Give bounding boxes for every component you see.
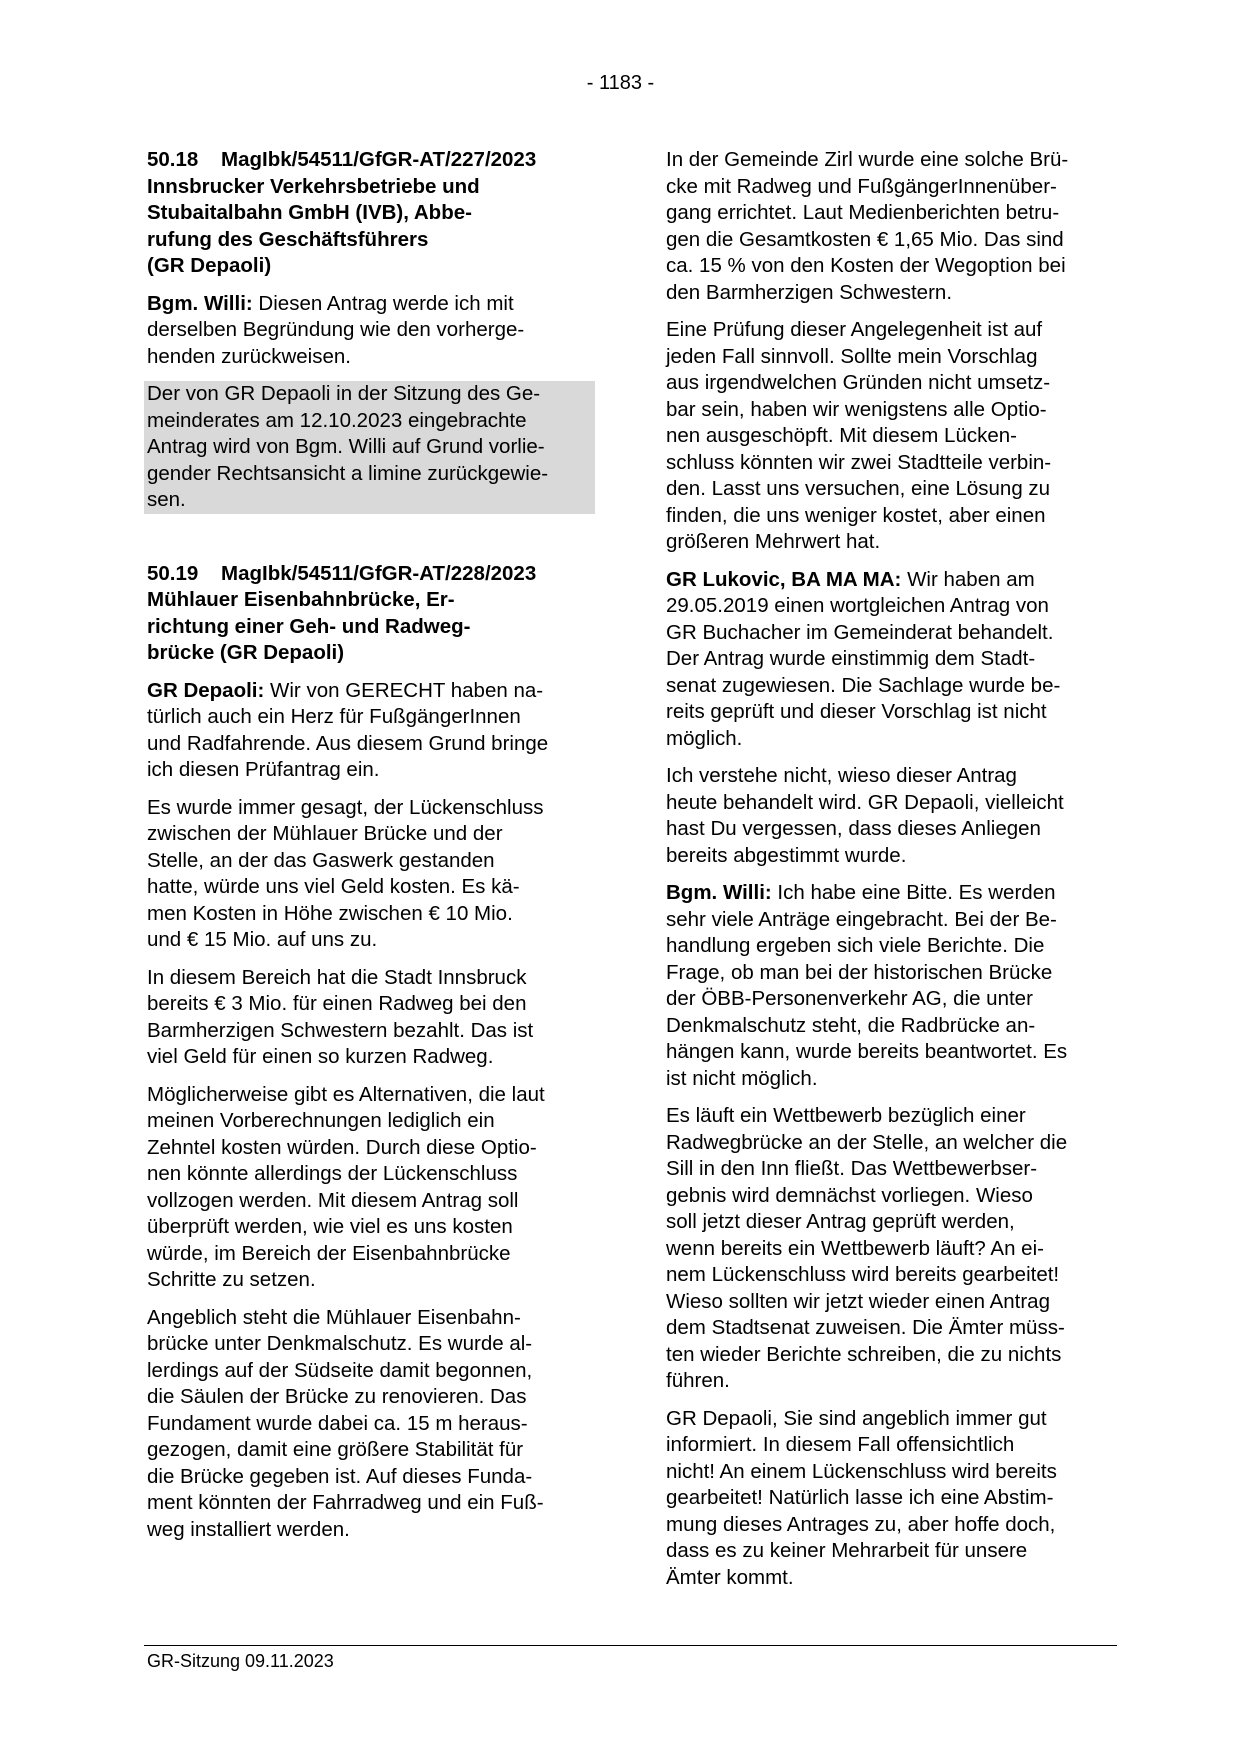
- left-column: [147, 147, 595, 1554]
- agenda-item-heading: [147, 147, 595, 174]
- speaker-name: Bgm. Willi:: [666, 881, 772, 904]
- speaker-name: GR Depaoli:: [147, 678, 265, 702]
- agenda-item-number: 50.18: [147, 148, 199, 171]
- speech-paragraph: Es läuft ein Wettbewerb bezüglich einer Radwegbrücke an der Stelle, an welcher die Sill in den Inn fließt. Das Wettbewerbser- gebnis wird demnächst vorliegen. Wieso soll jetzt dieser Antrag geprüft werden, wenn bereits ein Wettbewerb läuft? An ei- nem Lückenschluss wird bereits gearbeitet! Wieso sollten wir jetzt wieder einen Antrag dem Stadtsenat zuweisen. Die Ämter müss- ten wieder Berichte schreiben, die zu nichts führen.: [666, 1104, 1068, 1392]
- speech-paragraph: Angeblich steht die Mühlauer Eisenbahn- brücke unter Denkmalschutz. Es wurde al- lerdings auf der Südseite damit begonnen, die Säulen der Brücke zu renovieren. Das Fundament wurde dabei ca. 15 m heraus- gezogen, damit eine größere Stabilität für die Brücke gegeben ist. Auf dieses Funda- ment könnten der Fahrradweg und ein Fuß- weg installiert werden.: [147, 1305, 544, 1541]
- page-number: - 1183 -: [586, 72, 655, 94]
- agenda-item-title: Mühlauer Eisenbahnbrücke, Er- richtung einer Geh- und Radweg- brücke (GR Depaoli): [147, 588, 471, 664]
- agenda-item-heading: [147, 561, 595, 588]
- speech-paragraph: In diesem Bereich hat die Stadt Innsbruck bereits € 3 Mio. für einen Radweg bei den Barmherzigen Schwestern bezahlt. Das ist viel Geld für einen so kurzen Radweg.: [147, 965, 534, 1068]
- right-column: [666, 147, 1114, 1602]
- speech-paragraph: [666, 567, 1114, 753]
- speech-paragraph: Eine Prüfung dieser Angelegenheit ist auf jeden Fall sinnvoll. Sollte mein Vorschlag aus irgendwelchen Gründen nicht umsetz- bar sein, haben wir wenigstens alle Optio- nen ausgeschöpft. Mit diesem Lücken- schluss könnten wir zwei Stadtteile verbin- den. Lasst uns versuchen, eine Lösung zu finden, die uns weniger kostet, aber einen größeren Mehrwert hat.: [666, 318, 1052, 553]
- agenda-item-reference: MagIbk/54511/GfGR-AT/228/2023: [221, 561, 537, 585]
- agenda-item-reference: MagIbk/54511/GfGR-AT/227/2023: [221, 148, 537, 171]
- speech-paragraph: [666, 880, 1114, 1092]
- speaker-name: GR Lukovic, BA MA MA:: [666, 567, 902, 591]
- speech-paragraph: GR Depaoli, Sie sind angeblich immer gut informiert. In diesem Fall offensichtlich nicht! An einem Lückenschluss wird bereits gearbeitet! Natürlich lasse ich eine Abstim- mung dieses Antrages zu, aber hoffe doch, dass es zu keiner Mehrarbeit für unsere Ämter kommt.: [666, 1406, 1057, 1589]
- footer-divider: [144, 1645, 1117, 1646]
- decision-box: Der von GR Depaoli in der Sitzung des Ge- meinderates am 12.10.2023 eingebrachte Antrag wird von Bgm. Willi auf Grund vorlie- gender Rechtsansicht a limine zurückgewie- sen.: [144, 381, 595, 514]
- footer-text: GR-Sitzung 09.11.2023: [147, 1651, 334, 1671]
- speech-paragraph: Möglicherweise gibt es Alternativen, die laut meinen Vorberechnungen lediglich ein Zehntel kosten würden. Durch diese Optio- nen könnte allerdings der Lückenschluss vollzogen werden. Mit diesem Antrag soll überprüft werden, wie viel es uns kosten würde, im Bereich der Eisenbahnbrücke Schritte zu setzen.: [147, 1082, 545, 1291]
- agenda-item-title: Innsbrucker Verkehrsbetriebe und Stubaitalbahn GmbH (IVB), Abbe- rufung des Geschäftsführers (GR Depaoli): [147, 174, 480, 277]
- speech-text: Wir von GERECHT haben na- türlich auch ein Herz für FußgängerInnen und Radfahrende. Aus diesem Grund bringe ich diesen Prüfantrag ein.: [147, 678, 549, 781]
- speech-paragraph: [147, 678, 595, 784]
- agenda-item-number: 50.19: [147, 561, 199, 585]
- speech-text: Diesen Antrag werde ich mit derselben Begründung wie den vorherge- henden zurückweisen.: [147, 291, 525, 368]
- speaker-name: Bgm. Willi:: [147, 291, 253, 315]
- speech-paragraph: [147, 291, 595, 371]
- speech-text: Ich habe eine Bitte. Es werden sehr viele Anträge eingebracht. Bei der Be- handlung ergeben sich viele Berichte. Die Frage, ob man bei der historischen Brücke der ÖBB-Personenverkehr AG, die unter Denkmalschutz steht, die Radbrücke an- hängen kann, wurde bereits beantwortet. Es ist nicht möglich.: [666, 881, 1068, 1090]
- speech-paragraph: Ich verstehe nicht, wieso dieser Antrag heute behandelt wird. GR Depaoli, vielleicht hast Du vergessen, dass dieses Anliegen bereits abgestimmt wurde.: [666, 764, 1064, 867]
- speech-paragraph: Es wurde immer gesagt, der Lückenschluss zwischen der Mühlauer Brücke und der Stelle, an der das Gaswerk gestanden hatte, würde uns viel Geld kosten. Es kä- men Kosten in Höhe zwischen € 10 Mio. und € 15 Mio. auf uns zu.: [147, 795, 544, 951]
- speech-paragraph: In der Gemeinde Zirl wurde eine solche Brü- cke mit Radweg und FußgängerInnenüber- gang errichtet. Laut Medienberichten betru- gen die Gesamtkosten € 1,65 Mio. Das sind ca. 15 % von den Kosten der Wegoption bei den Barmherzigen Schwestern.: [666, 148, 1069, 304]
- speech-text: Wir haben am 29.05.2019 einen wortgleichen Antrag von GR Buchacher im Gemeinderat behandelt. Der Antrag wurde einstimmig dem Stadt- senat zugewiesen. Die Sachlage wurde be- reits geprüft und dieser Vorschlag ist nicht möglich.: [666, 567, 1061, 750]
